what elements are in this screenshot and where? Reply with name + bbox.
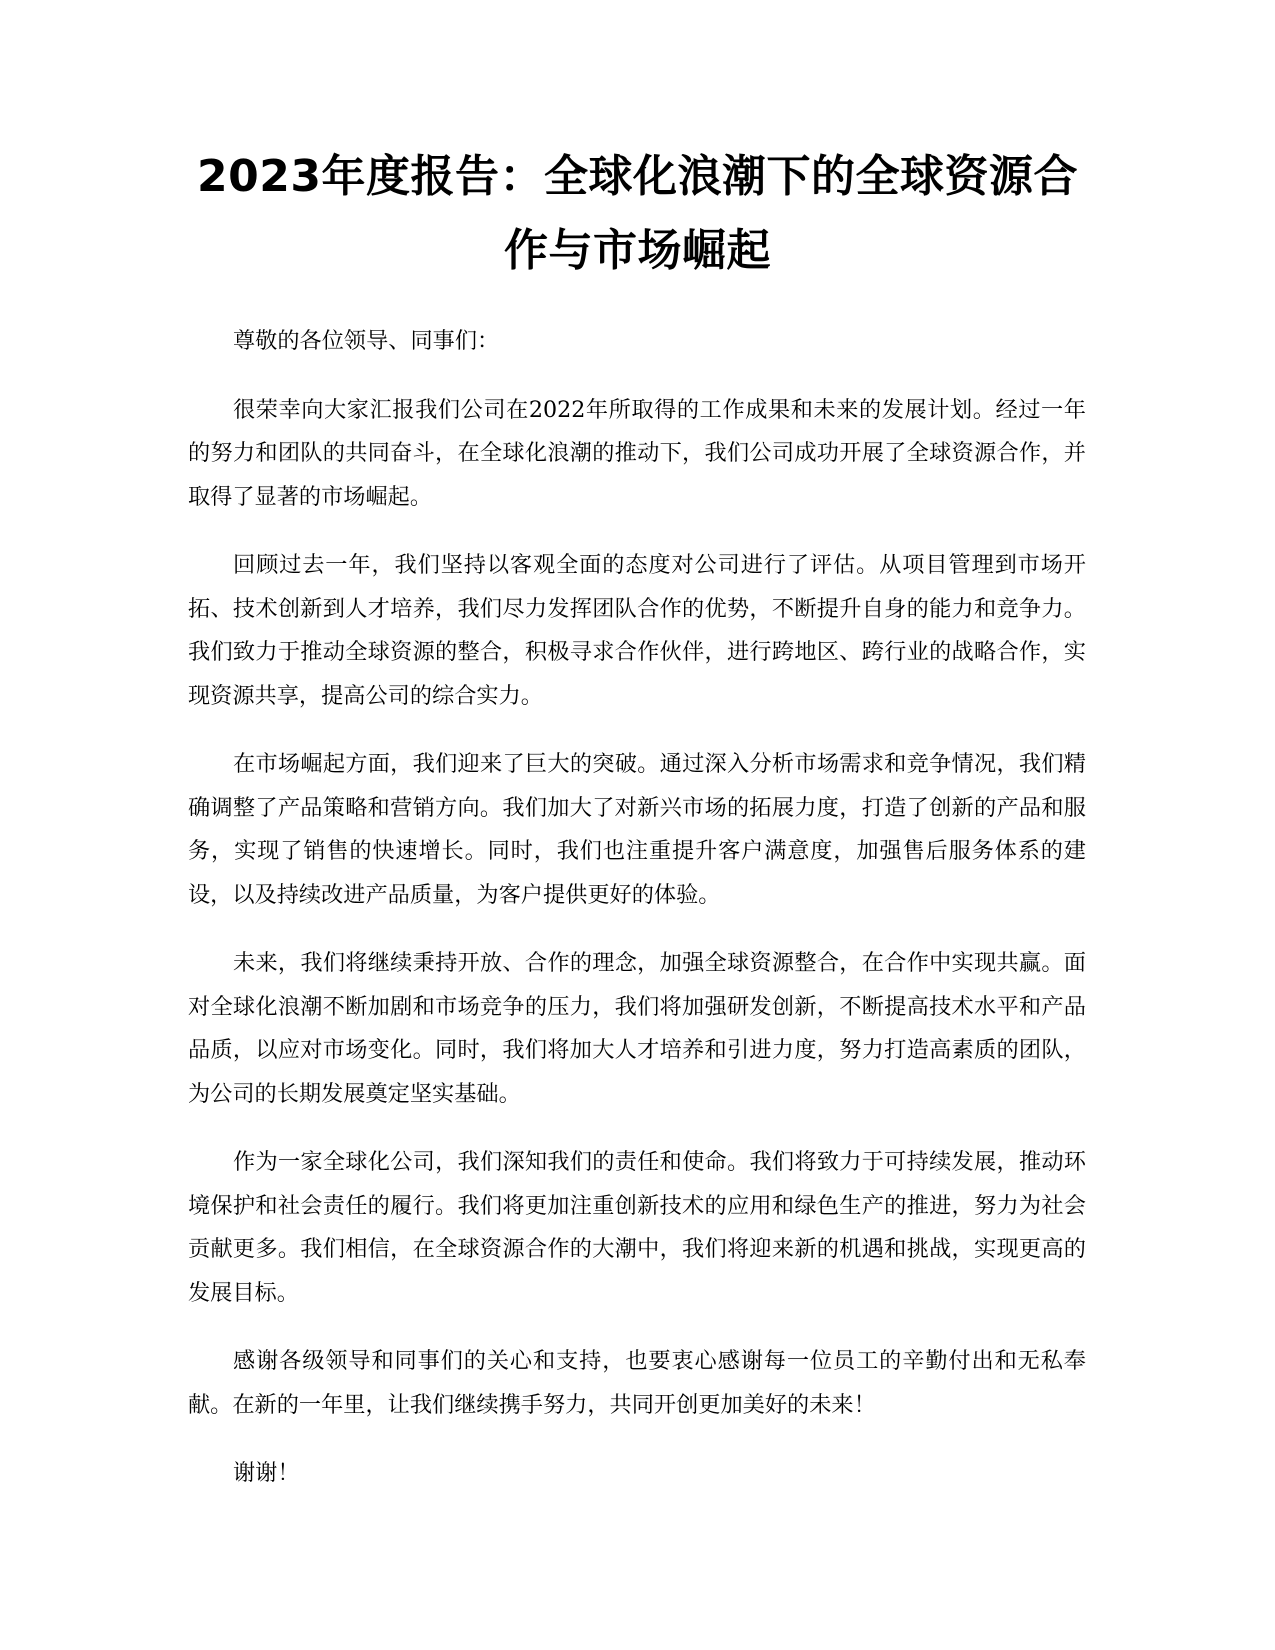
paragraph: 回顾过去一年，我们坚持以客观全面的态度对公司进行了评估。从项目管理到市场开拓、技术创新到人才培养，我们尽力发挥团队合作的优势，不断提升自身的能力和竞争力。我们致力于推动全球资源的整合，积极寻求合作伙伴，进行跨地区、跨行业的战略合作，实现资源共享，提高公司的综合实力。 [188, 552, 1086, 709]
paragraph: 感谢各级领导和同事们的关心和支持，也要衷心感谢每一位员工的辛勤付出和无私奉献。在新的一年里，让我们继续携手努力，共同开创更加美好的未来！ [188, 1348, 1086, 1418]
document-body [188, 320, 1086, 1521]
paragraph: 在市场崛起方面，我们迎来了巨大的突破。通过深入分析市场需求和竞争情况，我们精确调整了产品策略和营销方向。我们加大了对新兴市场的拓展力度，打造了创新的产品和服务，实现了销售的快速增长。同时，我们也注重提升客户满意度，加强售后服务体系的建设，以及持续改进产品质量，为客户提供更好的体验。 [188, 751, 1086, 908]
closing: 谢谢！ [233, 1460, 300, 1486]
salutation: 尊敬的各位领导、同事们： [233, 328, 500, 354]
paragraph: 未来，我们将继续秉持开放、合作的理念，加强全球资源整合，在合作中实现共赢。面对全球化浪潮不断加剧和市场竞争的压力，我们将加强研发创新，不断提高技术水平和产品品质，以应对市场变化。同时，我们将加大人才培养和引进力度，努力打造高素质的团队，为公司的长期发展奠定坚实基础。 [188, 950, 1086, 1107]
paragraph: 作为一家全球化公司，我们深知我们的责任和使命。我们将致力于可持续发展，推动环境保护和社会责任的履行。我们将更加注重创新技术的应用和绿色生产的推进，努力为社会贡献更多。我们相信，在全球资源合作的大潮中，我们将迎来新的机遇和挑战，实现更高的发展目标。 [188, 1149, 1086, 1306]
paragraph: 很荣幸向大家汇报我们公司在2022年所取得的工作成果和未来的发展计划。经过一年的努力和团队的共同奋斗，在全球化浪潮的推动下，我们公司成功开展了全球资源合作，并取得了显著的市场崛起。 [188, 396, 1086, 510]
document-title: 2023年度报告：全球化浪潮下的全球资源合作与市场崛起 [197, 151, 1078, 276]
